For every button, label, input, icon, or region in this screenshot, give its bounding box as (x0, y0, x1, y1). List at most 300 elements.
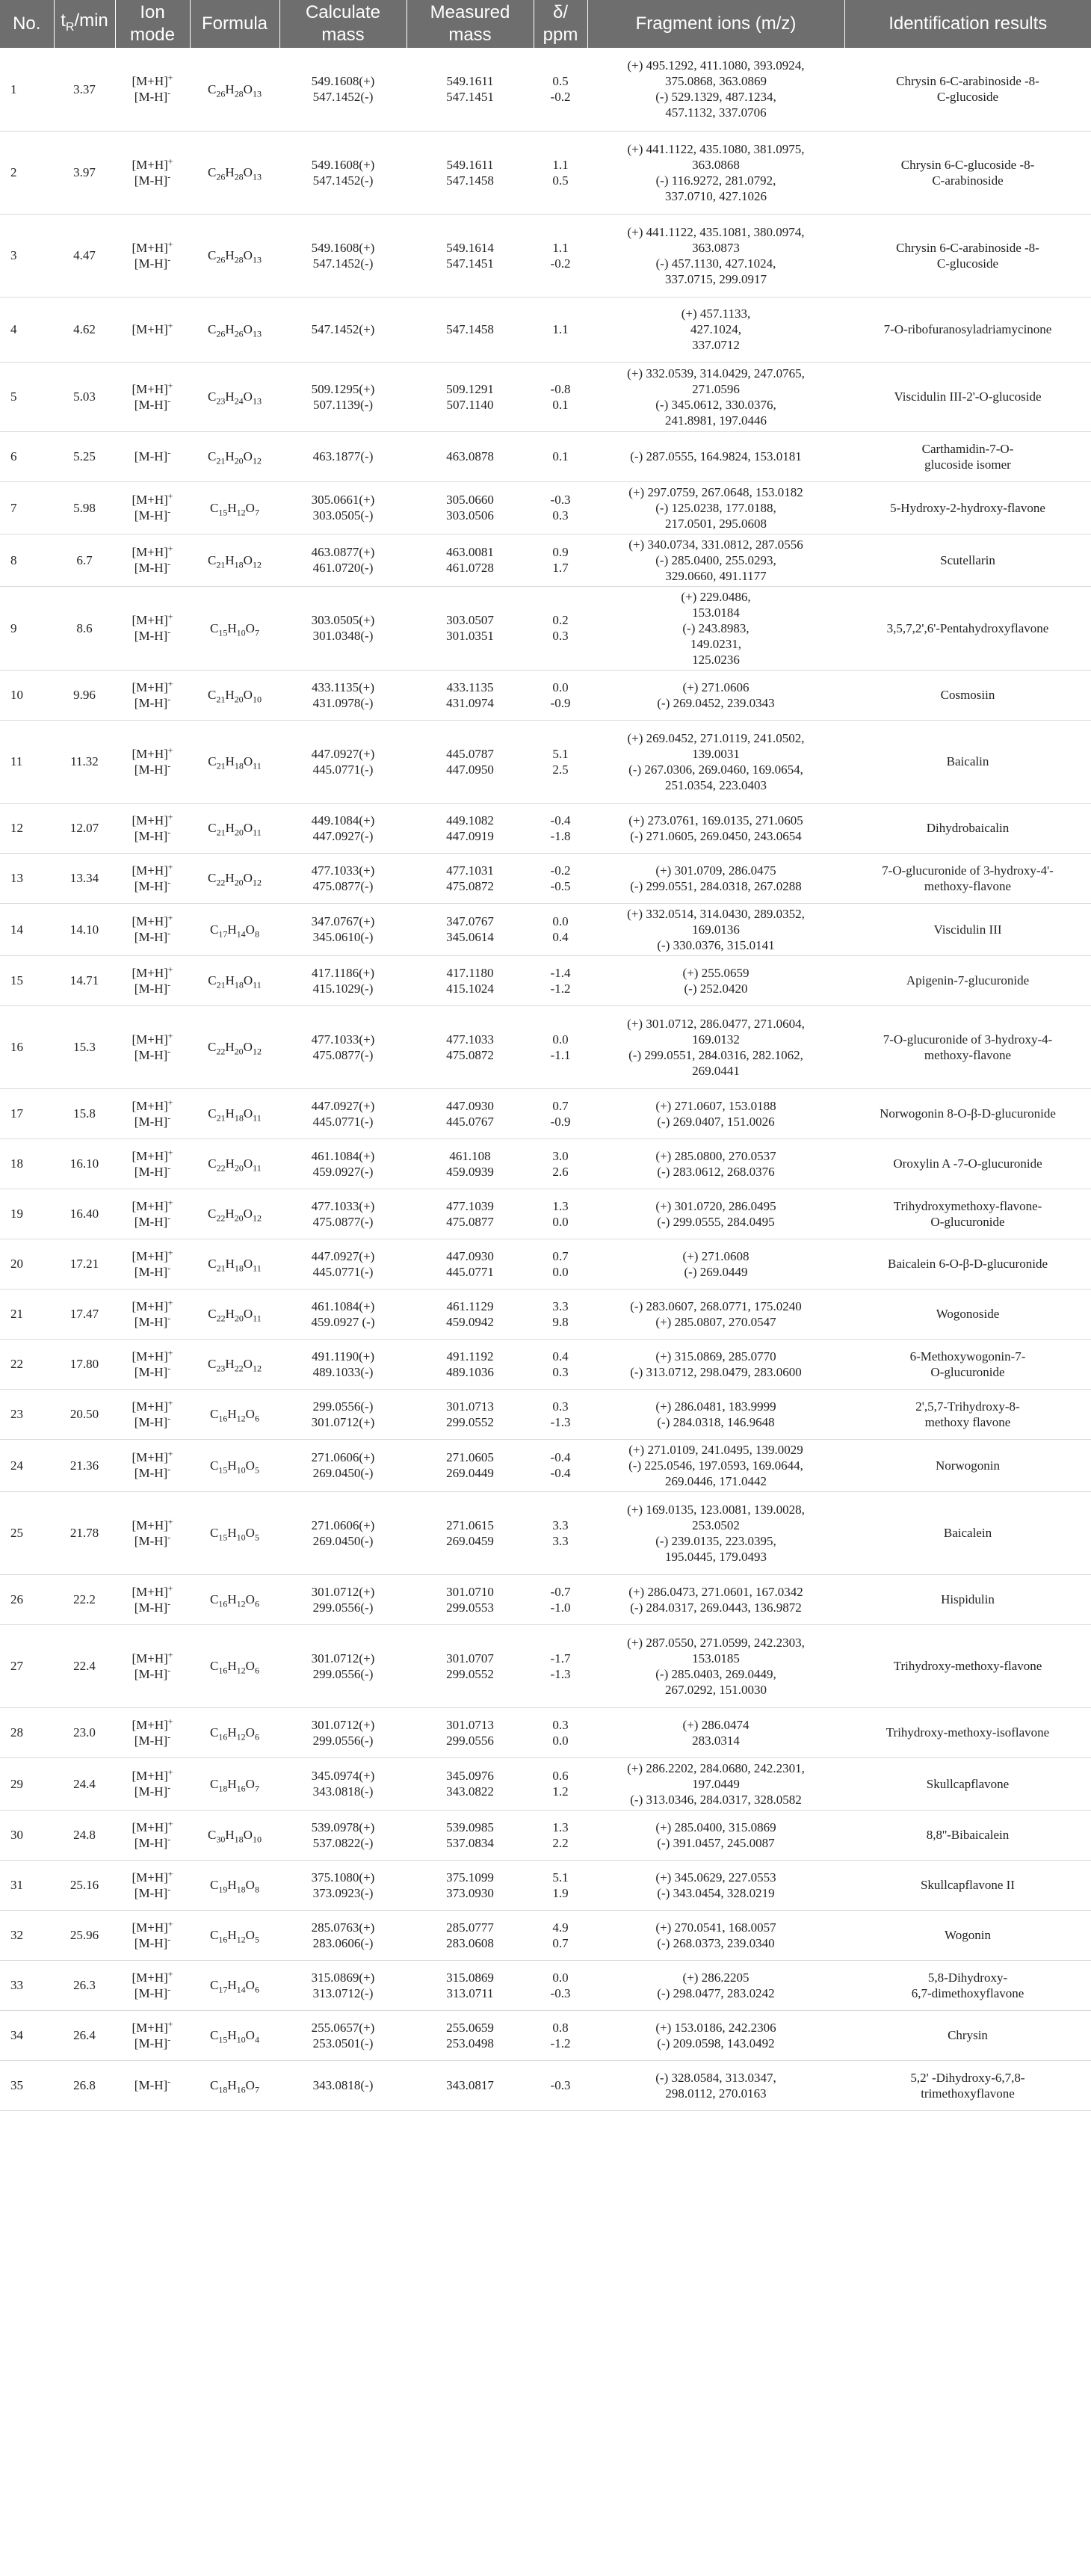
cell-delta-ppm: 1.1 0.5 (534, 131, 587, 214)
cell-retention-time: 24.4 (54, 1757, 115, 1810)
cell-calculate-mass: 491.1190(+) 489.1033(-) (279, 1339, 407, 1389)
table-row (0, 586, 1091, 670)
cell-measured-mass: 343.0817 (407, 2060, 534, 2110)
cell-no: 18 (0, 1138, 54, 1189)
table-row (0, 1860, 1091, 1910)
cell-ion-mode: [M+H]+ [M-H]- (115, 214, 190, 297)
cell-ion-mode: [M+H]+ [M-H]- (115, 1574, 190, 1624)
cell-formula: $C_{16}H_{12}O_6$ (190, 1574, 279, 1624)
cell-identification: Chrysin 6-C-glucoside -8- C-arabinoside (844, 131, 1091, 214)
header-identification: Identification results (844, 0, 1091, 48)
cell-identification: 8,8''-Bibaicalein (844, 1810, 1091, 1860)
cell-measured-mass: 301.0707 299.0552 (407, 1624, 534, 1707)
cell-calculate-mass: 549.1608(+) 547.1452(-) (279, 131, 407, 214)
cell-no: 2 (0, 131, 54, 214)
cell-formula: $C_{22}H_{20}O_{12}$ (190, 853, 279, 903)
cell-identification: Trihydroxy-methoxy-isoflavone (844, 1707, 1091, 1757)
cell-delta-ppm: -0.3 0.3 (534, 481, 587, 534)
cell-no: 23 (0, 1389, 54, 1439)
cell-delta-ppm: 0.7 0.0 (534, 1239, 587, 1289)
cell-calculate-mass: 509.1295(+) 507.1139(-) (279, 362, 407, 431)
cell-no: 10 (0, 670, 54, 720)
cell-formula: $C_{23}H_{24}O_{13}$ (190, 362, 279, 431)
cell-ion-mode: [M+H]+ [M-H]- (115, 670, 190, 720)
cell-delta-ppm: -0.4 -1.8 (534, 803, 587, 853)
cell-ion-mode: [M+H]+ [M-H]- (115, 1189, 190, 1239)
cell-calculate-mass: 449.1084(+) 447.0927(-) (279, 803, 407, 853)
cell-ion-mode: [M+H]+ [M-H]- (115, 1088, 190, 1138)
cell-calculate-mass: 417.1186(+) 415.1029(-) (279, 955, 407, 1005)
cell-identification: Baicalein 6-O-β-D-glucuronide (844, 1239, 1091, 1289)
cell-delta-ppm: 0.8 -1.2 (534, 2010, 587, 2060)
table-row (0, 481, 1091, 534)
cell-measured-mass: 447.0930 445.0767 (407, 1088, 534, 1138)
cell-formula: $C_{21}H_{20}O_{10}$ (190, 670, 279, 720)
cell-identification: Skullcapflavone II (844, 1860, 1091, 1910)
cell-measured-mass: 461.108 459.0939 (407, 1138, 534, 1189)
cell-no: 22 (0, 1339, 54, 1389)
cell-fragment-ions: (+) 255.0659 (-) 252.0420 (587, 955, 844, 1005)
cell-retention-time: 26.4 (54, 2010, 115, 2060)
cell-delta-ppm: -0.8 0.1 (534, 362, 587, 431)
cell-identification: Oroxylin A -7-O-glucuronide (844, 1138, 1091, 1189)
cell-identification: 3,5,7,2',6'-Pentahydroxyflavone (844, 586, 1091, 670)
cell-retention-time: 15.3 (54, 1005, 115, 1088)
cell-measured-mass: 549.1614 547.1451 (407, 214, 534, 297)
cell-no: 16 (0, 1005, 54, 1088)
cell-delta-ppm: 1.3 2.2 (534, 1810, 587, 1860)
cell-retention-time: 17.21 (54, 1239, 115, 1289)
cell-identification: Chrysin 6-C-arabinoside -8- C-glucoside (844, 214, 1091, 297)
cell-measured-mass: 539.0985 537.0834 (407, 1810, 534, 1860)
cell-measured-mass: 491.1192 489.1036 (407, 1339, 534, 1389)
cell-measured-mass: 549.1611 547.1458 (407, 131, 534, 214)
cell-no: 8 (0, 534, 54, 586)
table-row (0, 297, 1091, 362)
cell-measured-mass: 463.0878 (407, 431, 534, 481)
cell-retention-time: 16.10 (54, 1138, 115, 1189)
cell-delta-ppm: 3.3 3.3 (534, 1491, 587, 1574)
cell-calculate-mass: 305.0661(+) 303.0505(-) (279, 481, 407, 534)
cell-delta-ppm: 5.1 2.5 (534, 720, 587, 803)
cell-no: 34 (0, 2010, 54, 2060)
cell-delta-ppm: 3.0 2.6 (534, 1138, 587, 1189)
cell-no: 15 (0, 955, 54, 1005)
table-row (0, 1574, 1091, 1624)
cell-ion-mode: [M+H]+ [M-H]- (115, 720, 190, 803)
cell-delta-ppm: 0.2 0.3 (534, 586, 587, 670)
cell-retention-time: 23.0 (54, 1707, 115, 1757)
cell-identification: Trihydroxymethoxy-flavone- O-glucuronide (844, 1189, 1091, 1239)
cell-fragment-ions: (+) 270.0541, 168.0057 (-) 268.0373, 239.0340 (587, 1910, 844, 1960)
cell-fragment-ions: (+) 315.0869, 285.0770 (-) 313.0712, 298.0479, 283.0600 (587, 1339, 844, 1389)
cell-fragment-ions: (+) 153.0186, 242.2306 (-) 209.0598, 143.0492 (587, 2010, 844, 2060)
cell-retention-time: 14.71 (54, 955, 115, 1005)
cell-formula: $C_{21}H_{18}O_{11}$ (190, 955, 279, 1005)
cell-ion-mode: [M+H]+ [M-H]- (115, 955, 190, 1005)
cell-fragment-ions: (+) 285.0400, 315.0869 (-) 391.0457, 245.0087 (587, 1810, 844, 1860)
cell-measured-mass: 477.1033 475.0872 (407, 1005, 534, 1088)
cell-retention-time: 26.8 (54, 2060, 115, 2110)
cell-measured-mass: 445.0787 447.0950 (407, 720, 534, 803)
table-row (0, 1088, 1091, 1138)
cell-fragment-ions: (+) 457.1133, 427.1024, 337.0712 (587, 297, 844, 362)
cell-delta-ppm: 1.3 0.0 (534, 1189, 587, 1239)
cell-fragment-ions: (+) 332.0514, 314.0430, 289.0352, 169.0136 (-) 330.0376, 315.0141 (587, 903, 844, 955)
table-row (0, 214, 1091, 297)
cell-delta-ppm: -1.4 -1.2 (534, 955, 587, 1005)
table-row (0, 955, 1091, 1005)
cell-retention-time: 17.80 (54, 1339, 115, 1389)
cell-delta-ppm: 0.0 -0.3 (534, 1960, 587, 2010)
cell-identification: Viscidulin III (844, 903, 1091, 955)
cell-ion-mode: [M+H]+ (115, 297, 190, 362)
cell-delta-ppm: -1.7 -1.3 (534, 1624, 587, 1707)
cell-identification: Wogonoside (844, 1289, 1091, 1339)
cell-formula: $C_{16}H_{12}O_6$ (190, 1389, 279, 1439)
header-delta-ppm: δ/ ppm (534, 0, 587, 48)
cell-formula: $C_{18}H_{16}O_7$ (190, 2060, 279, 2110)
cell-ion-mode: [M+H]+ [M-H]- (115, 2010, 190, 2060)
cell-ion-mode: [M+H]+ [M-H]- (115, 481, 190, 534)
cell-no: 31 (0, 1860, 54, 1910)
cell-measured-mass: 375.1099 373.0930 (407, 1860, 534, 1910)
cell-fragment-ions: (+) 301.0712, 286.0477, 271.0604, 169.0132 (-) 299.0551, 284.0316, 282.1062, 269.0441 (587, 1005, 844, 1088)
cell-ion-mode: [M+H]+ [M-H]- (115, 803, 190, 853)
cell-delta-ppm: 0.3 0.0 (534, 1707, 587, 1757)
header-retention-time: $t_R/\min$ (54, 0, 115, 48)
cell-retention-time: 25.96 (54, 1910, 115, 1960)
cell-formula: $C_{21}H_{18}O_{12}$ (190, 534, 279, 586)
cell-measured-mass: 305.0660 303.0506 (407, 481, 534, 534)
table-row (0, 2010, 1091, 2060)
cell-calculate-mass: 477.1033(+) 475.0877(-) (279, 1189, 407, 1239)
cell-ion-mode: [M-H]- (115, 431, 190, 481)
table-header-row (0, 0, 1091, 48)
cell-no: 29 (0, 1757, 54, 1810)
cell-identification: Dihydrobaicalin (844, 803, 1091, 853)
cell-no: 30 (0, 1810, 54, 1860)
cell-ion-mode: [M+H]+ [M-H]- (115, 1439, 190, 1491)
cell-formula: $C_{15}H_{10}O_5$ (190, 1491, 279, 1574)
cell-formula: $C_{15}H_{10}O_7$ (190, 586, 279, 670)
table-row (0, 431, 1091, 481)
cell-formula: $C_{15}H_{10}O_5$ (190, 1439, 279, 1491)
cell-fragment-ions: (+) 271.0607, 153.0188 (-) 269.0407, 151.0026 (587, 1088, 844, 1138)
cell-fragment-ions: (+) 229.0486, 153.0184 (-) 243.8983, 149.0231, 125.0236 (587, 586, 844, 670)
cell-no: 35 (0, 2060, 54, 2110)
table-row (0, 2060, 1091, 2110)
cell-fragment-ions: (+) 286.2202, 284.0680, 242.2301, 197.0449 (-) 313.0346, 284.0317, 328.0582 (587, 1757, 844, 1810)
cell-no: 33 (0, 1960, 54, 2010)
cell-delta-ppm: 0.0 0.4 (534, 903, 587, 955)
cell-retention-time: 21.78 (54, 1491, 115, 1574)
cell-calculate-mass: 301.0712(+) 299.0556(-) (279, 1707, 407, 1757)
cell-fragment-ions: (+) 287.0550, 271.0599, 242.2303, 153.0185 (-) 285.0403, 269.0449, 267.0292, 151.0030 (587, 1624, 844, 1707)
cell-identification: Norwogonin 8-O-β-D-glucuronide (844, 1088, 1091, 1138)
cell-formula: $C_{15}H_{12}O_7$ (190, 481, 279, 534)
cell-retention-time: 5.03 (54, 362, 115, 431)
cell-formula: $C_{18}H_{16}O_7$ (190, 1757, 279, 1810)
cell-no: 26 (0, 1574, 54, 1624)
cell-calculate-mass: 539.0978(+) 537.0822(-) (279, 1810, 407, 1860)
cell-delta-ppm: 0.0 -1.1 (534, 1005, 587, 1088)
cell-identification: Scutellarin (844, 534, 1091, 586)
cell-identification: Baicalein (844, 1491, 1091, 1574)
cell-ion-mode: [M+H]+ [M-H]- (115, 1810, 190, 1860)
cell-fragment-ions: (+) 441.1122, 435.1080, 381.0975, 363.0868 (-) 116.9272, 281.0792, 337.0710, 427.1026 (587, 131, 844, 214)
cell-calculate-mass: 463.1877(-) (279, 431, 407, 481)
cell-fragment-ions: (+) 273.0761, 169.0135, 271.0605 (-) 271.0605, 269.0450, 243.0654 (587, 803, 844, 853)
cell-fragment-ions: (+) 301.0709, 286.0475 (-) 299.0551, 284.0318, 267.0288 (587, 853, 844, 903)
cell-no: 25 (0, 1491, 54, 1574)
cell-measured-mass: 509.1291 507.1140 (407, 362, 534, 431)
table-row (0, 670, 1091, 720)
cell-delta-ppm: 0.6 1.2 (534, 1757, 587, 1810)
cell-formula: $C_{17}H_{14}O_6$ (190, 1960, 279, 2010)
cell-retention-time: 3.97 (54, 131, 115, 214)
cell-retention-time: 16.40 (54, 1189, 115, 1239)
cell-fragment-ions: (+) 345.0629, 227.0553 (-) 343.0454, 328.0219 (587, 1860, 844, 1910)
cell-delta-ppm: 4.9 0.7 (534, 1910, 587, 1960)
cell-retention-time: 11.32 (54, 720, 115, 803)
cell-delta-ppm: 3.3 9.8 (534, 1289, 587, 1339)
cell-retention-time: 22.4 (54, 1624, 115, 1707)
cell-retention-time: 5.98 (54, 481, 115, 534)
cell-calculate-mass: 461.1084(+) 459.0927(-) (279, 1138, 407, 1189)
cell-identification: Trihydroxy-methoxy-flavone (844, 1624, 1091, 1707)
cell-retention-time: 12.07 (54, 803, 115, 853)
cell-no: 3 (0, 214, 54, 297)
cell-calculate-mass: 461.1084(+) 459.0927 (-) (279, 1289, 407, 1339)
table-row (0, 1910, 1091, 1960)
cell-calculate-mass: 301.0712(+) 299.0556(-) (279, 1574, 407, 1624)
cell-calculate-mass: 477.1033(+) 475.0877(-) (279, 1005, 407, 1088)
cell-formula: $C_{26}H_{28}O_{13}$ (190, 214, 279, 297)
cell-no: 7 (0, 481, 54, 534)
cell-identification: Carthamidin-7-O- glucoside isomer (844, 431, 1091, 481)
cell-measured-mass: 303.0507 301.0351 (407, 586, 534, 670)
cell-delta-ppm: -0.3 (534, 2060, 587, 2110)
cell-identification: 7-O-glucuronide of 3-hydroxy-4'- methoxy-flavone (844, 853, 1091, 903)
cell-identification: 5,2' -Dihydroxy-6,7,8- trimethoxyflavone (844, 2060, 1091, 2110)
table-row (0, 1707, 1091, 1757)
cell-formula: $C_{22}H_{20}O_{11}$ (190, 1289, 279, 1339)
cell-fragment-ions: (+) 269.0452, 271.0119, 241.0502, 139.0031 (-) 267.0306, 269.0460, 169.0654, 251.0354, 223.0403 (587, 720, 844, 803)
cell-ion-mode: [M+H]+ [M-H]- (115, 1239, 190, 1289)
cell-retention-time: 4.62 (54, 297, 115, 362)
cell-calculate-mass: 299.0556(-) 301.0712(+) (279, 1389, 407, 1439)
cell-calculate-mass: 301.0712(+) 299.0556(-) (279, 1624, 407, 1707)
cell-delta-ppm: 0.4 0.3 (534, 1339, 587, 1389)
cell-fragment-ions: (+) 286.0473, 271.0601, 167.0342 (-) 284.0317, 269.0443, 136.9872 (587, 1574, 844, 1624)
cell-calculate-mass: 433.1135(+) 431.0978(-) (279, 670, 407, 720)
cell-delta-ppm: 0.5 -0.2 (534, 48, 587, 131)
table-row (0, 1624, 1091, 1707)
cell-identification: Skullcapflavone (844, 1757, 1091, 1810)
cell-no: 24 (0, 1439, 54, 1491)
cell-calculate-mass: 549.1608(+) 547.1452(-) (279, 214, 407, 297)
cell-retention-time: 21.36 (54, 1439, 115, 1491)
cell-ion-mode: [M+H]+ [M-H]- (115, 362, 190, 431)
cell-calculate-mass: 447.0927(+) 445.0771(-) (279, 1088, 407, 1138)
cell-formula: $C_{21}H_{18}O_{11}$ (190, 1088, 279, 1138)
cell-no: 11 (0, 720, 54, 803)
cell-retention-time: 3.37 (54, 48, 115, 131)
cell-identification: Apigenin-7-glucuronide (844, 955, 1091, 1005)
table-row (0, 131, 1091, 214)
cell-measured-mass: 271.0605 269.0449 (407, 1439, 534, 1491)
cell-measured-mass: 449.1082 447.0919 (407, 803, 534, 853)
table-row (0, 1339, 1091, 1389)
table-row (0, 362, 1091, 431)
cell-calculate-mass: 315.0869(+) 313.0712(-) (279, 1960, 407, 2010)
table-row (0, 1810, 1091, 1860)
cell-formula: $C_{23}H_{22}O_{12}$ (190, 1339, 279, 1389)
cell-formula: $C_{22}H_{20}O_{11}$ (190, 1138, 279, 1189)
cell-measured-mass: 271.0615 269.0459 (407, 1491, 534, 1574)
cell-retention-time: 24.8 (54, 1810, 115, 1860)
table-row (0, 534, 1091, 586)
cell-calculate-mass: 477.1033(+) 475.0877(-) (279, 853, 407, 903)
cell-measured-mass: 461.1129 459.0942 (407, 1289, 534, 1339)
cell-no: 19 (0, 1189, 54, 1239)
cell-identification: Cosmosiin (844, 670, 1091, 720)
cell-formula: $C_{15}H_{10}O_4$ (190, 2010, 279, 2060)
cell-no: 17 (0, 1088, 54, 1138)
cell-measured-mass: 285.0777 283.0608 (407, 1910, 534, 1960)
cell-calculate-mass: 303.0505(+) 301.0348(-) (279, 586, 407, 670)
cell-no: 6 (0, 431, 54, 481)
cell-formula: $C_{21}H_{20}O_{12}$ (190, 431, 279, 481)
cell-ion-mode: [M+H]+ [M-H]- (115, 131, 190, 214)
cell-ion-mode: [M+H]+ [M-H]- (115, 1289, 190, 1339)
cell-no: 27 (0, 1624, 54, 1707)
cell-no: 14 (0, 903, 54, 955)
cell-calculate-mass: 285.0763(+) 283.0606(-) (279, 1910, 407, 1960)
cell-ion-mode: [M+H]+ [M-H]- (115, 1005, 190, 1088)
cell-no: 28 (0, 1707, 54, 1757)
cell-fragment-ions: (+) 286.0474 283.0314 (587, 1707, 844, 1757)
cell-delta-ppm: 0.3 -1.3 (534, 1389, 587, 1439)
cell-measured-mass: 463.0081 461.0728 (407, 534, 534, 586)
cell-fragment-ions: (+) 271.0109, 241.0495, 139.0029 (-) 225.0546, 197.0593, 169.0644, 269.0446, 171.0442 (587, 1439, 844, 1491)
cell-ion-mode: [M+H]+ [M-H]- (115, 1910, 190, 1960)
cell-fragment-ions: (+) 441.1122, 435.1081, 380.0974, 363.0873 (-) 457.1130, 427.1024, 337.0715, 299.0917 (587, 214, 844, 297)
cell-fragment-ions: (+) 495.1292, 411.1080, 393.0924, 375.0868, 363.0869 (-) 529.1329, 487.1234, 457.1132, 337.0706 (587, 48, 844, 131)
cell-calculate-mass: 271.0606(+) 269.0450(-) (279, 1439, 407, 1491)
cell-no: 13 (0, 853, 54, 903)
cell-measured-mass: 417.1180 415.1024 (407, 955, 534, 1005)
cell-retention-time: 6.7 (54, 534, 115, 586)
cell-delta-ppm: 0.9 1.7 (534, 534, 587, 586)
cell-fragment-ions: (+) 332.0539, 314.0429, 247.0765, 271.0596 (-) 345.0612, 330.0376, 241.8981, 197.0446 (587, 362, 844, 431)
cell-ion-mode: [M+H]+ [M-H]- (115, 1389, 190, 1439)
cell-ion-mode: [M+H]+ [M-H]- (115, 534, 190, 586)
cell-retention-time: 22.2 (54, 1574, 115, 1624)
cell-identification: Wogonin (844, 1910, 1091, 1960)
cell-ion-mode: [M+H]+ [M-H]- (115, 1624, 190, 1707)
cell-formula: $C_{21}H_{18}O_{11}$ (190, 720, 279, 803)
cell-calculate-mass: 345.0974(+) 343.0818(-) (279, 1757, 407, 1810)
cell-calculate-mass: 347.0767(+) 345.0610(-) (279, 903, 407, 955)
table-row (0, 1138, 1091, 1189)
cell-formula: $C_{26}H_{28}O_{13}$ (190, 48, 279, 131)
cell-measured-mass: 255.0659 253.0498 (407, 2010, 534, 2060)
cell-measured-mass: 447.0930 445.0771 (407, 1239, 534, 1289)
cell-calculate-mass: 375.1080(+) 373.0923(-) (279, 1860, 407, 1910)
cell-measured-mass: 301.0713 299.0556 (407, 1707, 534, 1757)
cell-ion-mode: [M+H]+ [M-H]- (115, 1757, 190, 1810)
cell-formula: $C_{21}H_{20}O_{11}$ (190, 803, 279, 853)
cell-calculate-mass: 271.0606(+) 269.0450(-) (279, 1491, 407, 1574)
cell-no: 9 (0, 586, 54, 670)
cell-formula: $C_{26}H_{28}O_{13}$ (190, 131, 279, 214)
cell-fragment-ions: (+) 271.0608 (-) 269.0449 (587, 1239, 844, 1289)
table-row (0, 48, 1091, 131)
cell-fragment-ions: (+) 271.0606 (-) 269.0452, 239.0343 (587, 670, 844, 720)
cell-ion-mode: [M+H]+ [M-H]- (115, 903, 190, 955)
cell-delta-ppm: 1.1 -0.2 (534, 214, 587, 297)
cell-no: 12 (0, 803, 54, 853)
cell-measured-mass: 345.0976 343.0822 (407, 1757, 534, 1810)
header-fragment-ions: Fragment ions (m/z) (587, 0, 844, 48)
cell-ion-mode: [M+H]+ [M-H]- (115, 48, 190, 131)
table-row (0, 1189, 1091, 1239)
cell-measured-mass: 315.0869 313.0711 (407, 1960, 534, 2010)
cell-fragment-ions: (-) 287.0555, 164.9824, 153.0181 (587, 431, 844, 481)
cell-delta-ppm: 0.0 -0.9 (534, 670, 587, 720)
cell-measured-mass: 301.0713 299.0552 (407, 1389, 534, 1439)
cell-retention-time: 13.34 (54, 853, 115, 903)
cell-retention-time: 8.6 (54, 586, 115, 670)
table-row (0, 720, 1091, 803)
cell-formula: $C_{17}H_{14}O_8$ (190, 903, 279, 955)
table-row (0, 903, 1091, 955)
cell-formula: $C_{21}H_{18}O_{11}$ (190, 1239, 279, 1289)
cell-fragment-ions: (-) 328.0584, 313.0347, 298.0112, 270.0163 (587, 2060, 844, 2110)
cell-fragment-ions: (+) 169.0135, 123.0081, 139.0028, 253.0502 (-) 239.0135, 223.0395, 195.0445, 179.0493 (587, 1491, 844, 1574)
cell-retention-time: 17.47 (54, 1289, 115, 1339)
table-row (0, 1239, 1091, 1289)
cell-identification: Baicalin (844, 720, 1091, 803)
cell-ion-mode: [M+H]+ [M-H]- (115, 1138, 190, 1189)
table-row (0, 853, 1091, 903)
cell-formula: $C_{22}H_{20}O_{12}$ (190, 1189, 279, 1239)
cell-calculate-mass: 447.0927(+) 445.0771(-) (279, 1239, 407, 1289)
header-formula: Formula (190, 0, 279, 48)
cell-fragment-ions: (+) 285.0800, 270.0537 (-) 283.0612, 268.0376 (587, 1138, 844, 1189)
cell-identification: 7-O-ribofuranosyladriamycinone (844, 297, 1091, 362)
cell-retention-time: 14.10 (54, 903, 115, 955)
table-row (0, 1491, 1091, 1574)
cell-delta-ppm: -0.7 -1.0 (534, 1574, 587, 1624)
cell-delta-ppm: 0.1 (534, 431, 587, 481)
cell-delta-ppm: 5.1 1.9 (534, 1860, 587, 1910)
cell-calculate-mass: 547.1452(+) (279, 297, 407, 362)
cell-calculate-mass: 549.1608(+) 547.1452(-) (279, 48, 407, 131)
cell-retention-time: 5.25 (54, 431, 115, 481)
cell-fragment-ions: (+) 340.0734, 331.0812, 287.0556 (-) 285.0400, 255.0293, 329.0660, 491.1177 (587, 534, 844, 586)
cell-identification: Viscidulin III-2'-O-glucoside (844, 362, 1091, 431)
cell-no: 21 (0, 1289, 54, 1339)
cell-calculate-mass: 447.0927(+) 445.0771(-) (279, 720, 407, 803)
header-ion-mode: Ion mode (115, 0, 190, 48)
cell-formula: $C_{26}H_{26}O_{13}$ (190, 297, 279, 362)
cell-calculate-mass: 255.0657(+) 253.0501(-) (279, 2010, 407, 2060)
header-no: No. (0, 0, 54, 48)
cell-identification: Chrysin 6-C-arabinoside -8- C-glucoside (844, 48, 1091, 131)
